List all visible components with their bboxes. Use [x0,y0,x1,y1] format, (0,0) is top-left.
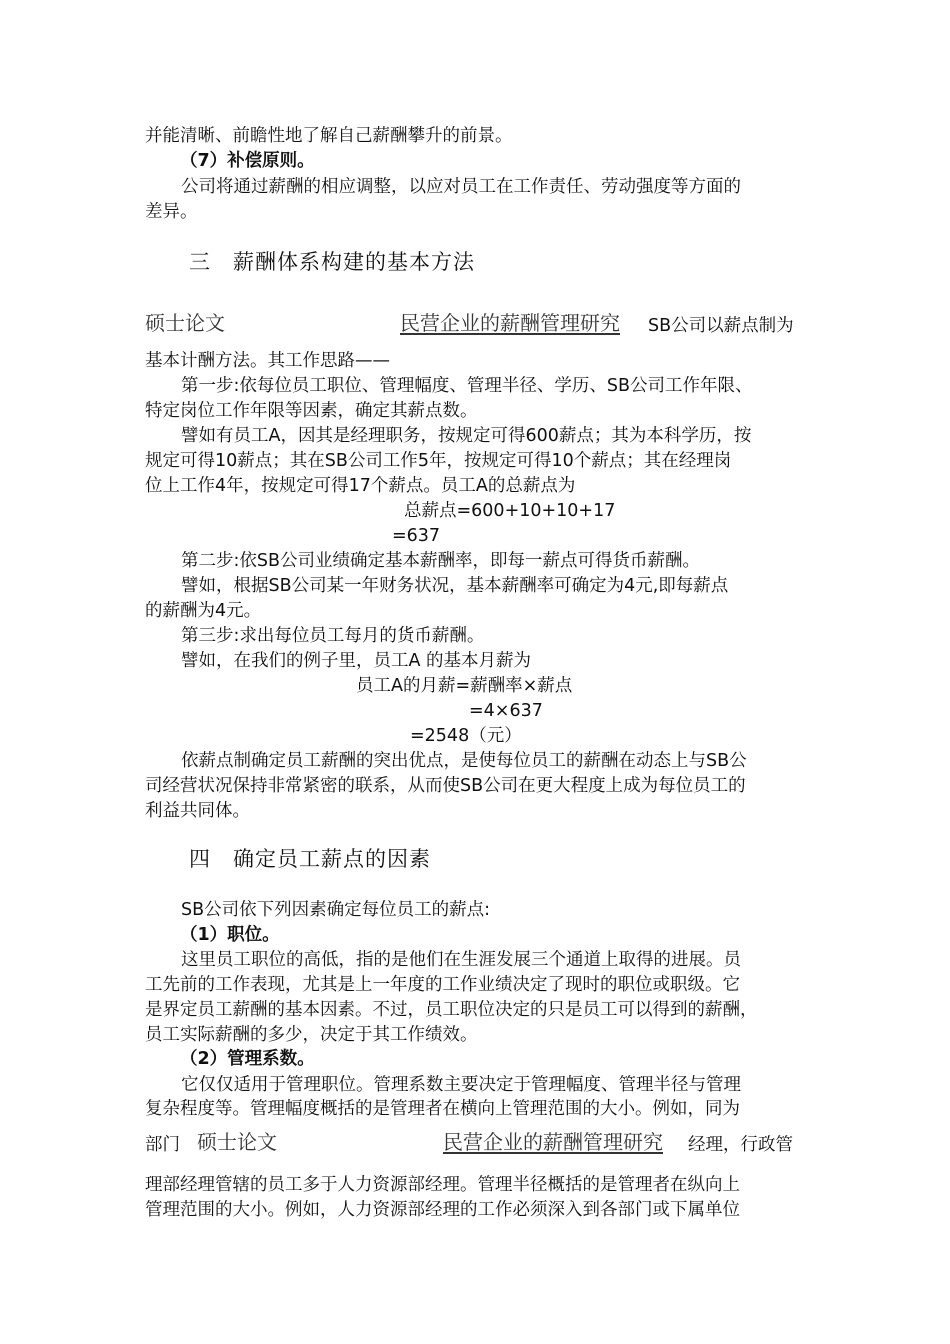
paragraph-line: 管理范围的大小。例如，人力资源部经理的工作必须深入到各部门或下属单位 [145,1200,740,1220]
paragraph-line: 理部经理管辖的员工多于人力资源部经理。管理半径概括的是管理者在纵向上 [145,1175,740,1195]
paragraph-line: 工先前的工作表现，尤其是上一年度的工作业绩决定了现时的职位或职级。它 [145,975,740,995]
paragraph-line: 是界定员工薪酬的基本因素。不过，员工职位决定的只是员工可以得到的薪酬， [145,1000,758,1020]
paragraph-line: 复杂程度等。管理幅度概括的是管理者在横向上管理范围的大小。例如，同为 [145,1099,740,1119]
paragraph-line: 譬如有员工A，因其是经理职务，按规定可得600薪点；其为本科学历，按 [181,426,752,446]
paragraph-line: 规定可得10薪点；其在SB公司工作5年，按规定可得10个薪点；其在经理岗 [145,451,732,471]
header-thesis-title: 民营企业的薪酬管理研究 [443,1132,663,1154]
paragraph-line: 第三步:求出每位员工每月的货币薪酬。 [181,626,485,646]
paragraph-line: 位上工作4年，按规定可得17个薪点。员工A的总薪点为 [145,476,576,496]
paragraph-line: 司经营状况保持非常紧密的联系，从而使SB公司在更大程度上成为每位员工的 [145,776,746,796]
formula-total-points-result: =637 [392,526,441,546]
formula-monthly-salary-result: =2548（元） [410,726,522,746]
subheading-management-coefficient: （2）管理系数。 [180,1049,315,1069]
formula-monthly-salary: 员工A的月薪=薪酬率×薪点 [356,676,573,696]
formula-monthly-salary-step: =4×637 [469,701,543,721]
paragraph-line: 公司将通过薪酬的相应调整，以应对员工在工作责任、劳动强度等方面的 [181,177,741,197]
paragraph-line: 它仅仅适用于管理职位。管理系数主要决定于管理幅度、管理半径与管理 [181,1075,741,1095]
subheading-compensation-principle: （7）补偿原则。 [180,151,315,171]
paragraph-line: 第一步:依每位员工职位、管理幅度、管理半径、学历、SB公司工作年限、 [181,376,753,396]
paragraph-line: 譬如，在我们的例子里，员工A 的基本月薪为 [181,651,532,671]
paragraph-line: 利益共同体。 [145,801,250,821]
paragraph-line: SB公司以薪点制为 [648,316,794,336]
paragraph-line: 依薪点制确定员工薪酬的突出优点，是使每位员工的薪酬在动态上与SB公 [181,751,747,771]
paragraph-line: 譬如，根据SB公司某一年财务状况，基本薪酬率可确定为4元,即每薪点 [181,576,729,596]
formula-total-points: 总薪点=600+10+10+17 [404,501,616,521]
paragraph-line: 部门 [145,1135,180,1155]
running-header-2 [145,1131,810,1159]
paragraph-line: 差异。 [145,202,198,222]
paragraph-line: 这里员工职位的高低，指的是他们在生涯发展三个通道上取得的进展。员 [181,950,741,970]
section-heading-3: 三 薪酬体系构建的基本方法 [189,250,475,274]
running-header-1 [145,312,810,340]
header-thesis-title: 民营企业的薪酬管理研究 [400,313,620,335]
paragraph-line: 的薪酬为4元。 [145,601,262,621]
paragraph-line: SB公司依下列因素确定每位员工的薪点: [181,900,491,920]
subheading-position: （1）职位。 [180,925,280,945]
header-thesis-label: 硕士论文 [145,313,225,335]
paragraph-line: 基本计酬方法。其工作思路—— [145,351,390,371]
paragraph-line: 第二步:依SB公司业绩确定基本薪酬率，即每一薪点可得货币薪酬。 [181,551,701,571]
paragraph-line: 员工实际薪酬的多少，决定于其工作绩效。 [145,1025,478,1045]
paragraph-line: 并能清晰、前瞻性地了解自己薪酬攀升的前景。 [145,126,513,146]
paragraph-line: 特定岗位工作年限等因素，确定其薪点数。 [145,401,478,421]
header-thesis-label: 硕士论文 [197,1132,277,1154]
section-heading-4: 四 确定员工薪点的因素 [189,847,431,871]
paragraph-line: 经理，行政管 [688,1135,793,1155]
